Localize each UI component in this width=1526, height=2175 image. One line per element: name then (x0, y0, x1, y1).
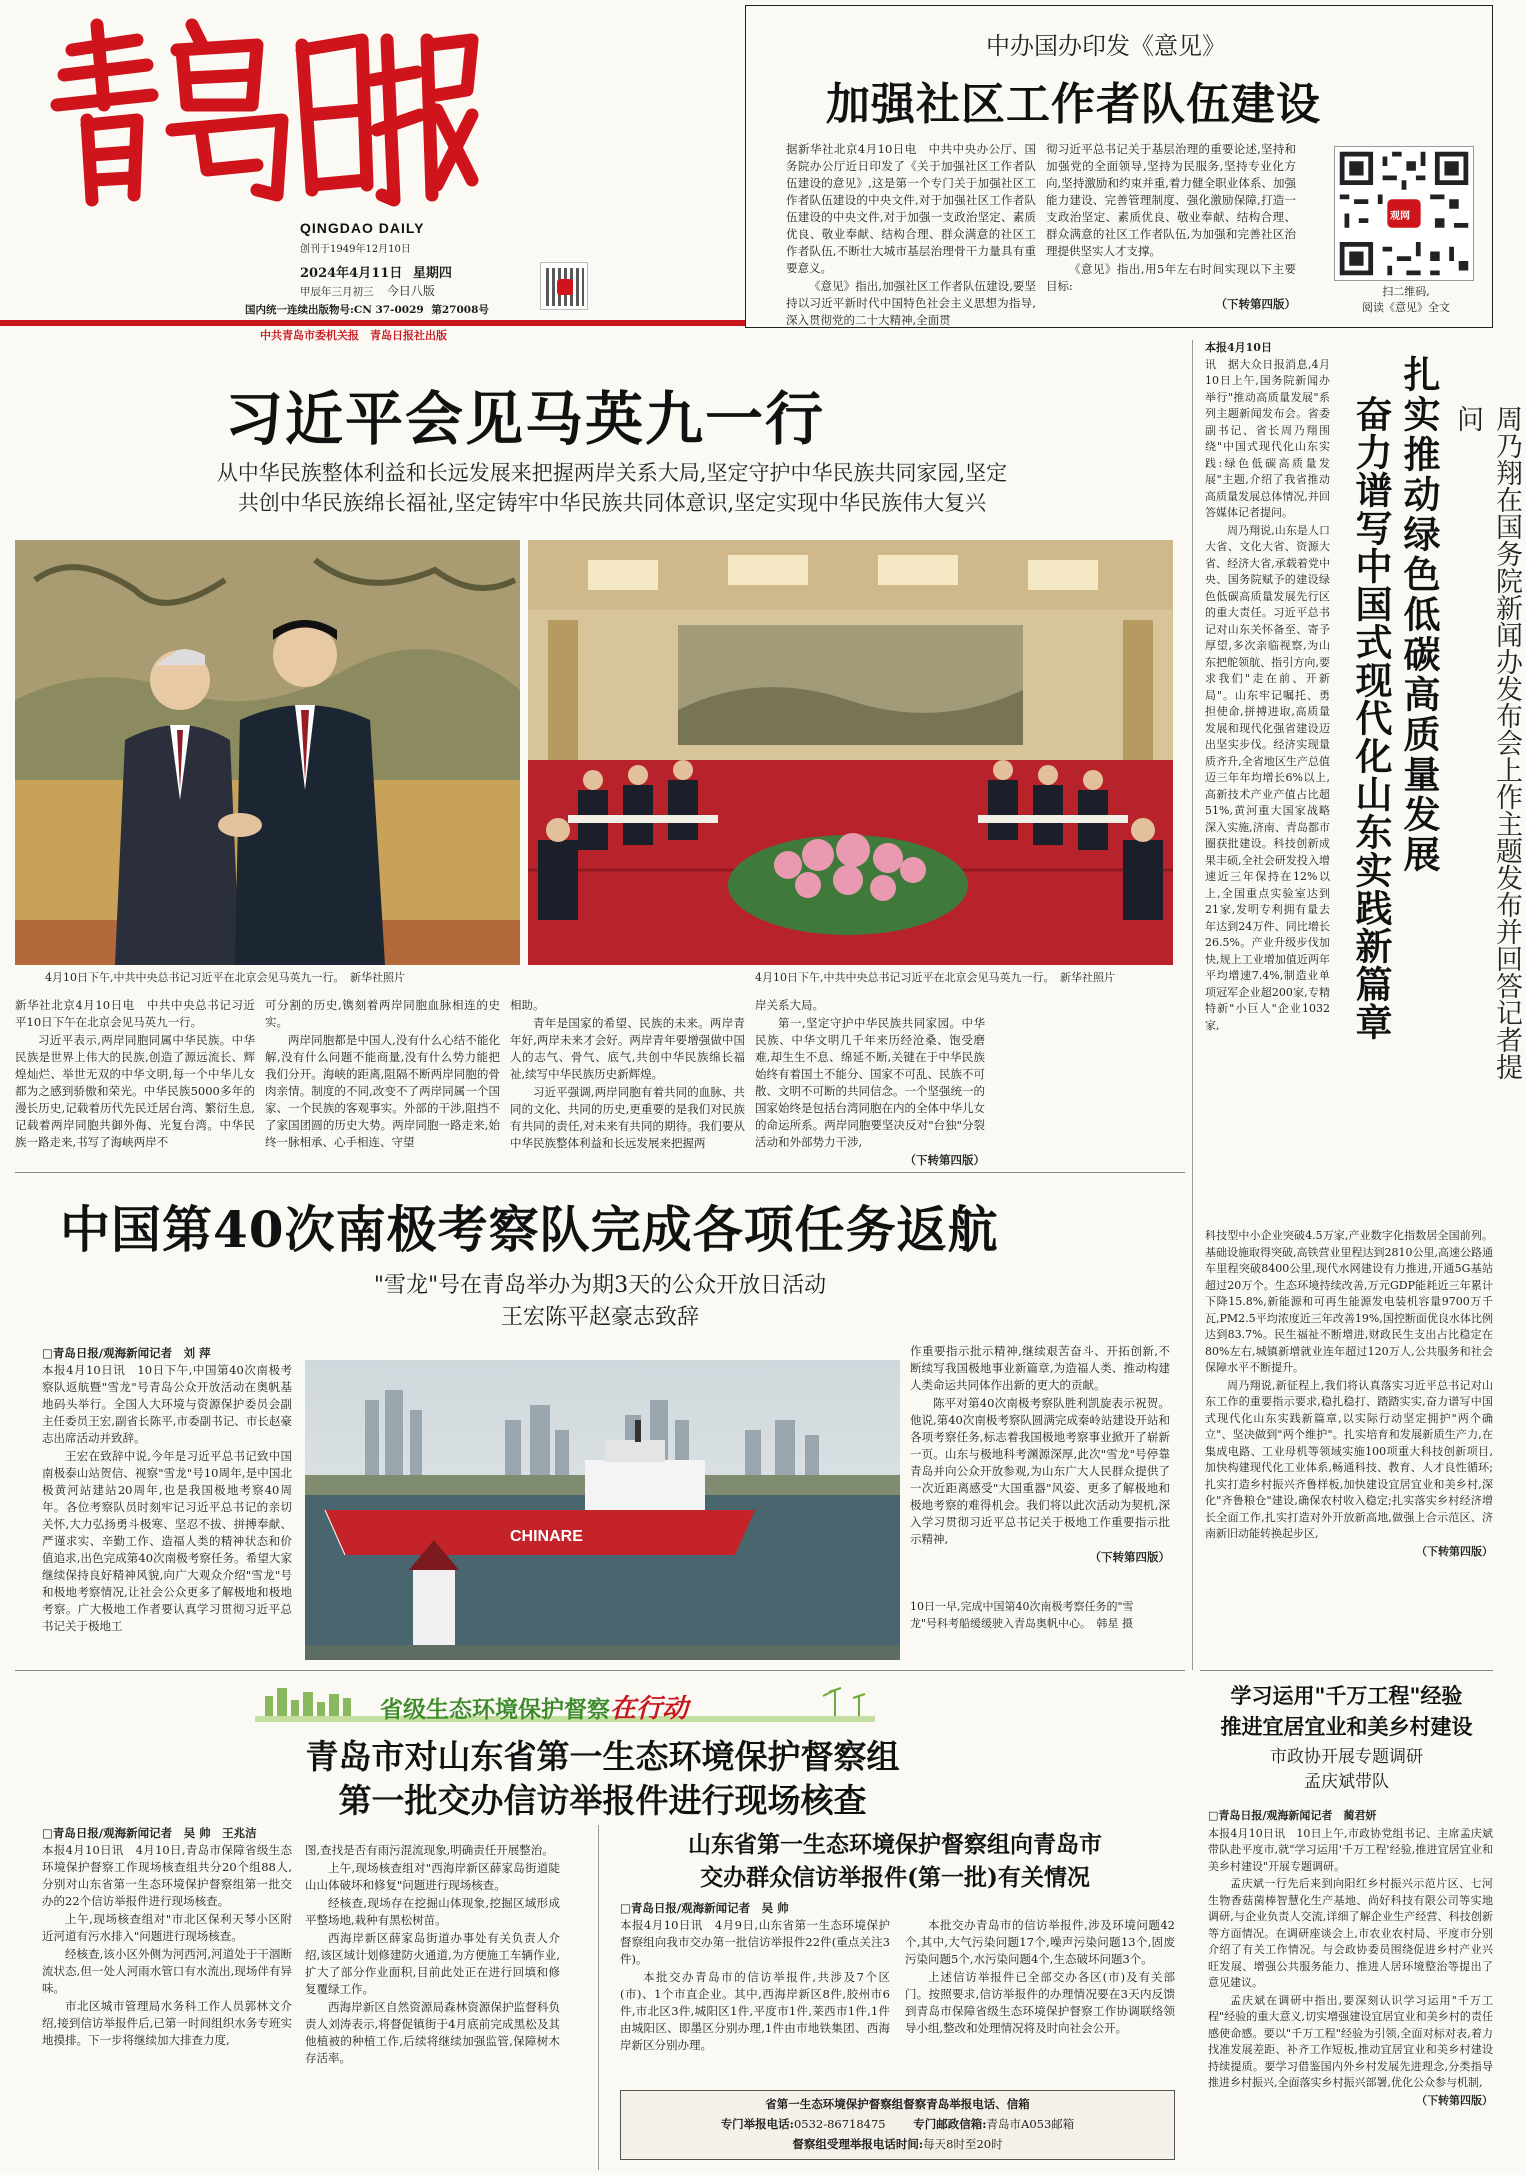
top-story-qr[interactable] (1334, 146, 1474, 281)
lead-jump: （下转第四版） (904, 1153, 985, 1167)
hotline-title: 省第一生态环境保护督察组督察青岛举报电话、信箱 (765, 2097, 1030, 2111)
rural-subhead: 市政协开展专题调研 孟庆斌带队 (1270, 1747, 1423, 1792)
inspection-col2: 图,查找是否有雨污混流现象,明确责任开展整治。 上午,现场核查组对"西海岸新区薛家岛街道陡山山体破坏和修复"问题进行现场核查。 经核查,现场存在挖掘山体现象,挖掘区域形成平整场地,栽种有黑松树苗。 西海岸新区薛家岛街道办事处有关负责人介绍,该区域计划修建防火通道,为方便施工车辆作业,扩大了部分作业面积,目前此处正在进行回填和修复覆绿工作。 西海岸新区自然资源局森林资源保护监督科负责人刘涛表示,将督促镇街于4月底前完成黑松及其他植被的种植工作,后续将继续加强监管,保障树木存活率。 (305, 1843, 560, 2065)
sidebar-jump: （下转第四版） (1416, 1544, 1493, 1558)
rural-top-rule (1200, 1670, 1493, 1671)
masthead-red-rule (0, 320, 745, 326)
notice-headline: 山东省第一生态环境保护督察组向青岛市 交办群众信访举报件(第一批)有关情况 (688, 1831, 1102, 1891)
lead-body-col2: 可分割的历史,镌刻着两岸同胞血脉相连的史实。 两岸同胞都是中国人,没有什么心结不能化解,没有什么问题不能商量,没有什么势力能把我们分开。海峡的距离,阻隔不断两岸同胞的骨肉亲情。制度的不同,改变不了两岸同属一个国家、一个民族的客观事实。外部的干涉,阻挡不了家国团圆的历史大势。两岸同胞一路走来,始终一脉相承、心手相连、守望 (265, 998, 500, 1149)
masthead-date (300, 262, 452, 281)
antarctic-jump: （下转第四版） (1089, 1550, 1170, 1564)
antarctic-byline: □青岛日报/观海新闻记者 刘 萍 (42, 1346, 211, 1360)
lead-headline: 习近平会见马英九一行 (225, 385, 826, 453)
lead-photo-caption-1: 4月10日下午,中共中央总书记习近平在北京会见马英九一行。 新华社照片 (45, 971, 405, 984)
issue-number: 第27008号 (431, 304, 489, 316)
issue-date: 2024年4月11日 (300, 266, 403, 281)
masthead-logo (42, 10, 482, 220)
inspection-top-rule (15, 1670, 1185, 1671)
qr-badge: 观网 (1390, 211, 1410, 222)
sidebar-body: 科技型中小企业突破4.5万家,产业数字化指数居全国前列。基础设施取得突破,高铁营业里程达到2810公里,高速公路通车里程突破8400公里,现代水网建设有力推进,开通5G基站超过20万个。生态环境持续改善,万元GDP能耗近三年累计下降15.8%,新能源和可再生能源发电装机容量9700万千瓦,PM2.5平均浓度近三年改善19%,国控断面优良水体比例达到83.7%。民生福祉不断增进,财政民生支出占比稳定在80%左右,城镇新增就业连年超过120万人,公共服务和社会保障水平不断提升。 周乃翔说,新征程上,我们将认真落实习近平总书记对山东工作的重要指示要求,稳扎稳打、踏踏实实,奋力谱写中国式现代化山东实践新篇章,以实际行动坚定拥护"两个确立"、坚决做到"两个维护"。扎实培育和发展新质生产力,在集成电路、工业母机等领域实施100项重大科技创新项目,加快构建现代化工业体系,畅通科技、教育、人才良性循环;扎实打造乡村振兴齐鲁样板,加快建设宜居宜业和美乡村,深化"齐鲁粮仓"建设,确保农村收入稳定;扎实落实乡村经济增长全面工作,扎实打造对外开放新高地,做强上合示范区、济南新旧动能转换起步区, （下转第四版） (1205, 1228, 1493, 1560)
notice-divider (598, 1825, 599, 2170)
hotline-hours: 督察组受理举报电话时间:每天8时至20时 (792, 2137, 1003, 2151)
page-count: 今日八版 (386, 284, 435, 298)
inspection-banner (255, 1682, 875, 1728)
hotline-mail: 青岛市A053邮箱 (986, 2117, 1075, 2131)
top-story-kicker: 中办国办印发《意见》 (986, 32, 1226, 60)
lead-photo-handshake (15, 540, 520, 965)
qr-caption: 扫二维码, 阅读《意见》全文 (1362, 285, 1450, 314)
rural-jump: （下转第四版） (1416, 2093, 1493, 2107)
antarctic-subhead: "雪龙"号在青岛举办为期3天的公众开放日活动 王宏陈平赵豪志致辞 (373, 1273, 827, 1330)
hotline-box (620, 2090, 1175, 2160)
masthead-issn (245, 302, 489, 317)
lunar-date: 甲辰年三月初三 (300, 286, 374, 298)
banner-action: 在行动 (610, 1694, 689, 1724)
top-story-col2: 彻习近平总书记关于基层治理的重要论述,坚持和加强党的全面领导,坚持为民服务,坚持专业化方向,坚持激励和约束并重,着力健全职业体系、加强能力建设、完善管理制度、强化激励保障,打造一支政治坚定、素质优良、敬业奉献、结构合理、群众满意的社区工作者队伍,为加强和完善社区治理提供坚实人才支撑。 《意见》指出,用5年左右时间实现以下主要目标: （下转第四版） (1046, 142, 1296, 311)
rural-byline: □青岛日报/观海新闻记者 蔺君妍 (1208, 1809, 1377, 1822)
notice-col1: 本报4月10日讯 4月9日,山东省第一生态环境保护督察组向我市交办第一批信访举报件22件(重点关注3件)。 本批交办青岛市的信访举报件,共涉及7个区(市)、1个市直企业。其中,西海岸新区8件,胶州市6件,市北区3件,城阳区1件,平度市1件,莱西市1件,1件由城阳区、即墨区分别办理,1件由市地铁集团、西海岸新区分别办理。 (620, 1918, 890, 2052)
antarctic-col1: 本报4月10日讯 10日下午,中国第40次南极考察队返航暨"雪龙"号青岛公众开放活动在奥帆基地码头举行。全国人大环境与资源保护委员会副主任委员王宏,副省长陈平,市委副书记、市长赵豪志出席活动并致辞。 王宏在致辞中说,今年是习近平总书记致中国南极泰山站贺信、视察"雪龙"号10周年,是中国北极黄河站建站20周年,也是我国极地考察40周年。各位考察队员时刻牢记习近平总书记的亲切关怀,大力弘扬勇斗极寒、坚忍不拔、拼搏奉献、严谨求实、辛勤工作、造福人类的精神状态和价值追求,出色完成第40次南极考察任务。希望大家继续保持良好精神风貌,向广大观众介绍"雪龙"号和极地考察情况,让社会公众更多了解极地和极地考察。广大极地工作者要认真学习贯彻习近平总书记关于极地工 (42, 1363, 292, 1633)
masthead-publisher: 中共青岛市委机关报 青岛日报社出版 (260, 329, 447, 342)
top-story-jump: （下转第四版） (1215, 297, 1296, 311)
banner-title: 省级生态环境保护督察在行动 (380, 1694, 689, 1724)
notice-byline: □青岛日报/观海新闻记者 吴 帅 (620, 1901, 789, 1915)
inspection-col1: 本报4月10日讯 4月10日,青岛市保障省级生态环境保护督察工作现场核查组共分20个组88人,分别对山东省第一生态环境保护督察组第一批交办的22个信访举报件进行现场核查。 上午,现场核查组对"市北区保利天琴小区附近河道有污水排入"问题进行现场核查。 经核查,该小区外侧为河西河,河道处于干涸断流状态,但一处人河雨水管口有水流出,现场伴有异味。 市北区城市管理局水务科工作人员郭林文介绍,接到信访举报件后,已第一时间组织水务专班实地摸排。下一步将继续加大排查力度, (42, 1843, 292, 2047)
top-story-headline: 加强社区工作者队伍建设 (826, 79, 1321, 130)
sidebar-kicker: 周乃翔在国务院新闻办发布会上作主题发布并回答记者提问 (1452, 405, 1522, 1080)
sidebar-dateline: 本报4月10日 讯 据大众日报消息,4月10日上午,国务院新闻办举行"推动高质量发展"系列主题新闻发布会。省委副书记、省长周乃翔围绕"中国式现代化山东实践:绿色低碳高质量发展"主题,介绍了我省推动高质量发展总体情况,并回答媒体记者提问。 周乃翔说,山东是人口大省、文化大省、资源大省、经济大省,承载着党中央、国务院赋予的建设绿色低碳高质量发展先行区的重大责任。习近平总书记对山东关怀备至、寄予厚望,多次亲临视察,为山东把舵领航、指引方向,要求我们"走在前、开新局"。山东牢记嘱托、勇担使命,拼搏进取,高质量发展和现代化强省建设迈出坚实步伐。经济实现量质齐升,全省地区生产总值迈三年年均增长6%以上,高新技术产业产值占比超51%,黄河重大国家战略深入实施,济南、青岛都市圈获批建设。科技创新成果丰硕,全社会研发投入增速近三年保持在12%以上,全国重点实验室达到21家,发明专利拥有量去年达到24万件、同比增长26.5%。产业升级步伐加快,规上工业增加值近两年平均增速7.4%,制造业单项冠军企业超200家,专精特新"小巨人"企业1032家, (1205, 341, 1330, 1032)
antarctic-col2: 作重要指示批示精神,继续艰苦奋斗、开拓创新,不断续写我国极地事业新篇章,为造福人类、推动构建人类命运共同体作出新的更大的贡献。 陈平对第40次南极考察队胜利凯旋表示祝贺。他说,第40次南极考察队圆满完成秦岭站建设开站和各项考察任务,标志着我国极地考察事业掀开了崭新一页。山东与极地科考渊源深厚,此次"雪龙"号停靠青岛并向公众开放参观,为山东广大人民群众提供了一次近距离感受"大国重器"风姿、更多了解极地和极地考察的难得机会。我们将以此次活动为契机,深入学习贯彻习近平总书记关于极地工作重要指示批示精神, （下转第四版） (910, 1344, 1170, 1564)
masthead-lunar (300, 282, 435, 299)
rural-headline: 学习运用"千万工程"经验 推进宜居宜业和美乡村建设 (1220, 1683, 1473, 1739)
issn: 国内统一连续出版物号:CN 37-0029 (245, 304, 424, 316)
rural-body: □青岛日报/观海新闻记者 蔺君妍 本报4月10日讯 10日上午,市政协党组书记、主席孟庆斌带队赴平度市,就"学习运用'千万工程'经验,推进宜居宜业和美乡村建设"开展专题调研。 孟庆斌一行先后来到向阳红乡村振兴示范片区、七河生物香菇菌棒智慧化生产基地、尚好科技有限公司等实地调研,与企业负责人交流,详细了解企业生产经营、科技创新等方面情况。在调研座谈会上,市农业农村局、平度市分别介绍了有关工作情况。与会政协委员围绕促进乡村产业兴旺发展、增强公共服务能力、推进人居环境整治等提出了意见建议。 孟庆斌在调研中指出,要深刻认识学习运用"千万工程"经验的重大意义,切实增强建设宜居宜业和美乡村的责任感使命感。要以"千万工程"经验为引领,全面对标对表,着力找准发展差距、补齐工作短板,推动宜居宜业和美乡村建设持续提质。要学习借鉴国内外乡村发展先进理念,分类指导推进乡村振兴,全面落实乡村振兴部署,优化公众参与机制, （下转第四版） (1208, 1808, 1493, 2109)
right-column-divider (1192, 340, 1193, 1670)
antarctic-top-rule (15, 1172, 1185, 1173)
notice-col2: 本批交办青岛市的信访举报件,涉及环境问题42个,其中,大气污染问题17个,噪声污染问题13个,固废污染问题5个,水污染问题4个,生态破坏问题3个。 上述信访举报件已全部交办各区(市)及有关部门。按照要求,信访举报件的办理情况要在3天内反馈到青岛市保障省级生态环境保护督察工作协调联络领导小组,整改和处理情况将及时向社会公开。 (905, 1918, 1175, 2035)
issue-weekday: 星期四 (412, 266, 452, 281)
antarctic-photo (305, 1360, 900, 1660)
hotline-contacts: 专门举报电话:0532-86718475 专门邮政信箱:青岛市A053邮箱 (720, 2117, 1075, 2131)
lead-body-col1: 新华社北京4月10日电 中共中央总书记习近平10日下午在北京会见马英九一行。 习近平表示,两岸同胞同属中华民族。中华民族是世界上伟大的民族,创造了源远流长、辉煌灿烂、举世无双的中华文明,每一个中华儿女都为之感到骄傲和荣光。中华民族5000多年的漫长历史,记载着历代先民迁居台湾、繁衍生息,记载着两岸同胞共御外侮、光复台湾。中华民族一路走来,书写了海峡两岸不 (15, 998, 255, 1149)
masthead-qr (540, 262, 588, 310)
hotline-phone: 0532-86718475 (793, 2117, 886, 2131)
lead-subhead: 从中华民族整体利益和长远发展来把握两岸关系大局,坚定守护中华民族共同家园,坚定 共创中华民族绵长福祉,坚定铸牢中华民族共同体意识,坚定实现中华民族伟大复兴 (216, 461, 1008, 515)
sidebar-headline-col2: 奋力谱写中国式现代化山东实践新篇章 (1349, 395, 1393, 1041)
lead-body-col4: 岸关系大局。 第一,坚定守护中华民族共同家园。中华民族、中华文明几千年来历经沧桑、饱受磨难,却生生不息、绵延不断,关键在于中华民族始终有着国土不能分、国家不可乱、民族不可散、文明不可断的共同信念。一个坚强统一的国家始终是包括台湾同胞在内的全体中华儿女的命运所系。两岸同胞要坚决反对"台独"分裂活动和外部势力干涉, （下转第四版） (755, 998, 985, 1167)
antarctic-headline: 中国第40次南极考察队完成各项任务返航 (60, 1200, 999, 1259)
masthead (0, 0, 745, 342)
masthead-founded: 创刊于1949年12月10日 (300, 244, 411, 255)
inspection-headline: 青岛市对山东省第一生态环境保护督察组 第一批交办信访举报件进行现场核查 (305, 1737, 900, 1820)
top-story-box (745, 5, 1493, 328)
top-story-col1: 据新华社北京4月10日电 中共中央办公厅、国务院办公厅近日印发了《关于加强社区工作者队伍建设的意见》,这是第一个专门关于加强社区工作者队伍建设的中央文件,对于加强社区工作者队伍建设的中央文件,对于加强一支政治坚定、素质优良、敬业奉献、结构合理、群众满意的社区工作者队伍,不断壮大城市基层治理骨干力量具有重要意义。 《意见》指出,加强社区工作者队伍建设,要坚持以习近平新时代中国特色社会主义思想为指导,深入贯彻党的二十大精神,全面贯 (786, 142, 1036, 327)
inspection-byline: □青岛日报/观海新闻记者 吴 帅 王兆洁 (42, 1826, 257, 1840)
masthead-en: QINGDAO DAILY (300, 220, 425, 236)
lead-photo-meeting (528, 540, 1173, 965)
antarctic-caption: 10日一早,完成中国第40次南极考察任务的"雪龙"号科考船缓缓驶入青岛奥帆中心。 韩星 摄 (910, 1600, 1134, 1630)
sidebar-headline-col1: 扎实推动绿色低碳高质量发展 (1397, 355, 1441, 875)
ship-name: CHINARE (510, 1528, 583, 1545)
lead-photo-caption-2: 4月10日下午,中共中央总书记习近平在北京会见马英九一行。 新华社照片 (755, 971, 1115, 984)
lead-body-col3: 相助。 青年是国家的希望、民族的未来。两岸青年好,两岸未来才会好。两岸青年要增强做中国人的志气、骨气、底气,共创中华民族绵长福祉,续写中华民族历史新辉煌。 习近平强调,两岸同胞有着共同的血脉、共同的文化、共同的历史,更重要的是我们对民族有共同的责任,对未来有共同的期待。我们要从中华民族整体利益和长远发展来把握两 (510, 998, 745, 1150)
